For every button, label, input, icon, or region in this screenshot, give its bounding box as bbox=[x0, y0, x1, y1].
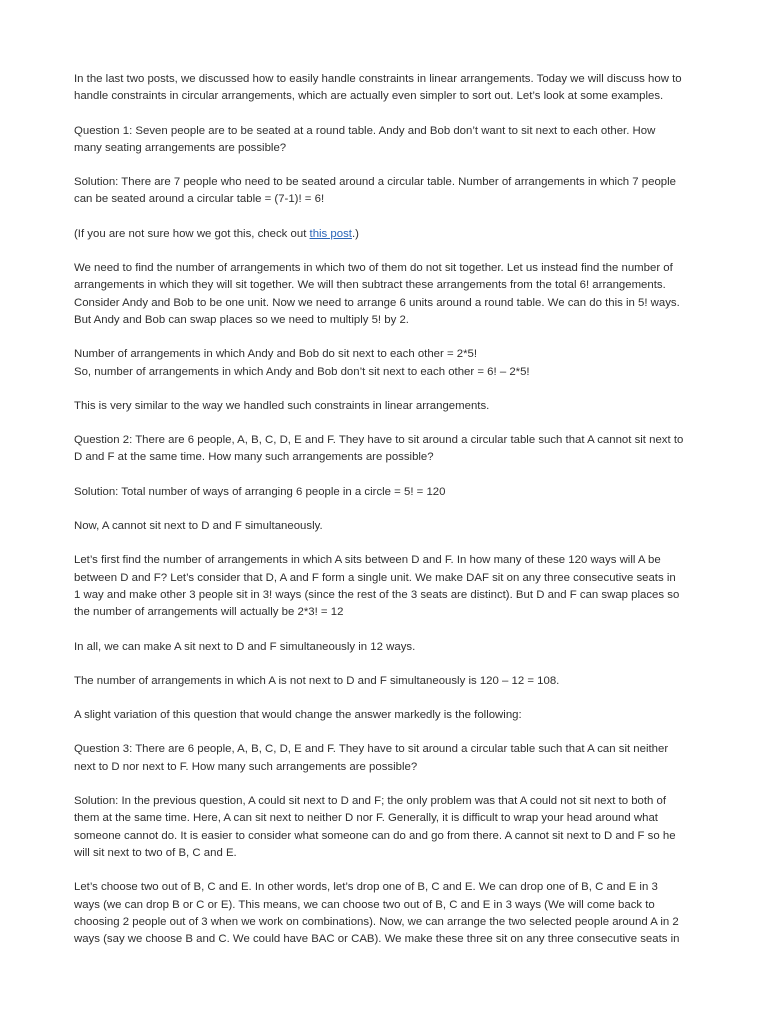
text-line: A slight variation of this question that would change the answer markedly is the following: bbox=[74, 709, 522, 722]
paragraph-question-1-result bbox=[74, 346, 704, 381]
text-line: Let’s choose two out of B, C and E. In other words, let’s drop one of B, C and E. We can drop one of B, C and E in 3 bbox=[74, 881, 658, 894]
text-line: 1 way and make other 3 people sit in 3! ways (since the rest of the 3 seats are distinct). But D and F can swap places so bbox=[74, 588, 680, 601]
text-line: Solution: In the previous question, A could sit next to D and F; the only problem was that A could not sit next to both of bbox=[74, 795, 667, 808]
text-line: Consider Andy and Bob to be one unit. Now we need to arrange 6 units around a round table. We can do this in 5! ways. bbox=[74, 296, 680, 309]
text-line: This is very similar to the way we handled such constraints in linear arrangements. bbox=[74, 399, 490, 412]
document-body bbox=[74, 71, 704, 965]
paragraph-question-1-note bbox=[74, 398, 704, 415]
text-line: arrangements in which they will sit together. We will then subtract these arrangements from the total 6! arrangements. bbox=[74, 279, 666, 292]
text-line: D and F at the same time. How many such arrangements are possible? bbox=[74, 451, 434, 464]
text-line: Question 2: There are 6 people, A, B, C, D, E and F. They have to sit around a circular table such that A cannot sit next to bbox=[74, 434, 684, 447]
paragraph-intro bbox=[74, 71, 704, 106]
text-line: We need to find the number of arrangements in which two of them do not sit together. Let us instead find the number of bbox=[74, 262, 673, 275]
text-line: So, number of arrangements in which Andy and Bob don’t sit next to each other = 6! – 2*5! bbox=[74, 365, 530, 378]
text-line: ways (say we choose B and C. We could have BAC or CAB). We make these three sit on any three consecutive seats in bbox=[74, 933, 680, 946]
text-line: But Andy and Bob can swap places so we need to multiply 5! by 2. bbox=[74, 313, 409, 326]
paragraph-question-1 bbox=[74, 123, 704, 158]
paragraph-question-2-result bbox=[74, 673, 704, 690]
text-line: many seating arrangements are possible? bbox=[74, 141, 287, 154]
link-note-after: .) bbox=[351, 227, 359, 240]
text-line: between D and F? Let’s consider that D, A and F form a single unit. We make DAF sit on any three consecutive seats in bbox=[74, 571, 676, 584]
text-line: Solution: There are 7 people who need to be seated around a circular table. Number of arrangements in which 7 people bbox=[74, 176, 676, 189]
text-line: them at the same time. Here, A can sit next to neither D nor F. Generally, it is difficult to wrap your head around what bbox=[74, 812, 658, 825]
paragraph-variation bbox=[74, 707, 704, 724]
text-line: handle constraints in circular arrangements, which are actually even simpler to sort out. Let’s look at some examples. bbox=[74, 90, 664, 103]
text-line: ways (we can drop B or C or E). This means, we can choose two out of B, C and E in 3 ways (We will come back to bbox=[74, 898, 655, 911]
text-line: will sit next to two of B, C and E. bbox=[74, 846, 237, 859]
text-line: choosing 2 people out of 3 when we work on combinations). Now, we can arrange the two selected people around A in 2 bbox=[74, 915, 679, 928]
text-line: Let’s first find the number of arrangements in which A sits between D and F. In how many of these 120 ways will A be bbox=[74, 554, 661, 567]
this-post-link[interactable]: this post bbox=[309, 227, 352, 240]
link-note-before: (If you are not sure how we got this, check out bbox=[74, 227, 310, 240]
text-line bbox=[74, 226, 704, 243]
text-line: can be seated around a circular table = (7-1)! = 6! bbox=[74, 193, 325, 206]
text-line: Question 3: There are 6 people, A, B, C, D, E and F. They have to sit around a circular table such that A can sit neither bbox=[74, 743, 669, 756]
paragraph-question-1-solution bbox=[74, 174, 704, 209]
paragraph-question-3 bbox=[74, 741, 704, 776]
text-line: Number of arrangements in which Andy and Bob do sit next to each other = 2*5! bbox=[74, 348, 478, 361]
paragraph-question-3-solution bbox=[74, 793, 704, 862]
paragraph-question-2-solution bbox=[74, 484, 704, 501]
paragraph-question-2 bbox=[74, 432, 704, 467]
paragraph-question-2-method bbox=[74, 552, 704, 621]
text-line: the number of arrangements will actually be 2*3! = 12 bbox=[74, 606, 344, 619]
text-line: Now, A cannot sit next to D and F simultaneously. bbox=[74, 520, 323, 533]
paragraph-link-note bbox=[74, 226, 704, 243]
text-line: next to D nor next to F. How many such arrangements are possible? bbox=[74, 760, 418, 773]
text-line: Question 1: Seven people are to be seated at a round table. Andy and Bob don’t want to sit next to each other. How bbox=[74, 124, 656, 137]
text-line: In the last two posts, we discussed how to easily handle constraints in linear arrangements. Today we will discuss how to bbox=[74, 73, 682, 85]
text-line: The number of arrangements in which A is not next to D and F simultaneously is 120 – 12 = 108. bbox=[74, 674, 560, 687]
text-line: In all, we can make A sit next to D and F simultaneously in 12 ways. bbox=[74, 640, 416, 653]
paragraph-question-1-method bbox=[74, 260, 704, 329]
paragraph-question-2-count bbox=[74, 639, 704, 656]
text-line: Solution: Total number of ways of arranging 6 people in a circle = 5! = 120 bbox=[74, 485, 446, 498]
text-line: someone cannot do. It is easier to consider what someone can do and go from there. A cannot sit next to D and F so he bbox=[74, 829, 676, 842]
paragraph-question-2-condition bbox=[74, 518, 704, 535]
paragraph-question-3-method bbox=[74, 879, 704, 948]
